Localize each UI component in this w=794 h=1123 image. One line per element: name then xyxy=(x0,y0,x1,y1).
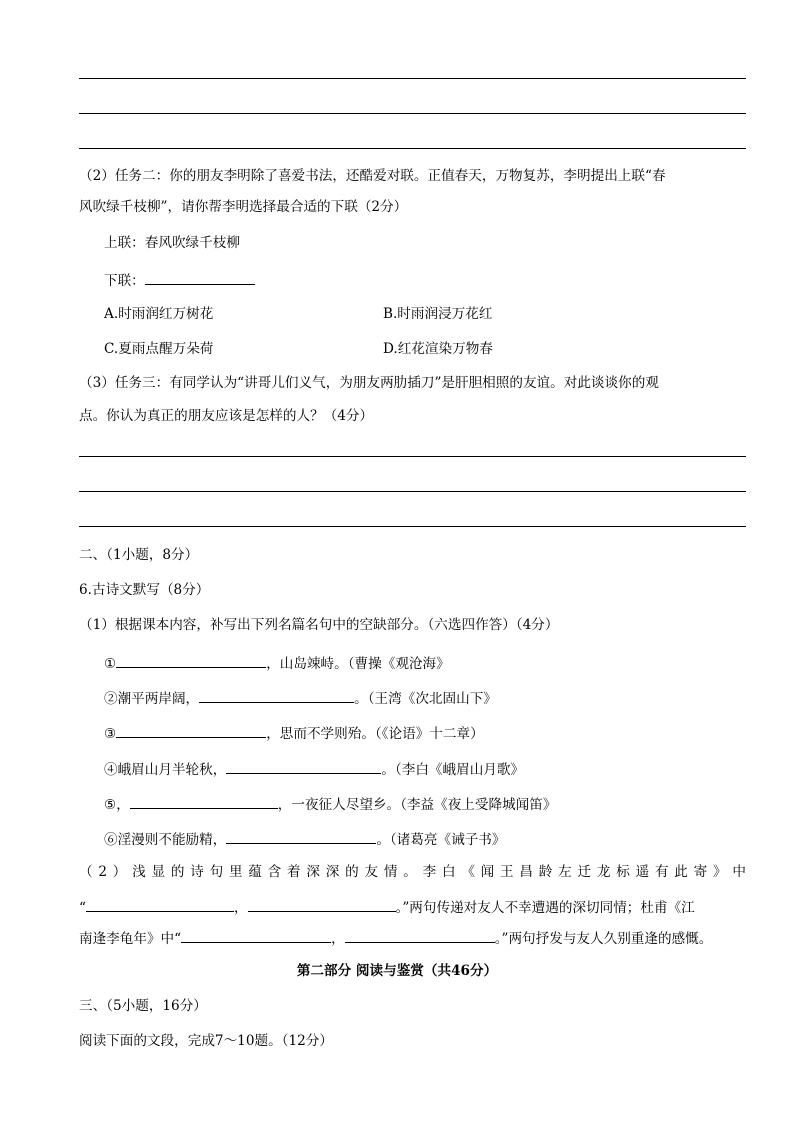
task3-line1: （3）任务三：有同学认为“讲哥儿们义气，为朋友两肋插刀”是肝胆相照的友谊。对此谈谈你的观 xyxy=(79,375,659,391)
section3-heading: 三、（5小题，16分） xyxy=(79,998,207,1014)
fill-blank[interactable] xyxy=(116,656,266,668)
answer-line[interactable] xyxy=(79,113,746,114)
task3-line2: 点。你认为真正的朋友应该是怎样的人？（4分） xyxy=(79,408,374,424)
fill-blank[interactable] xyxy=(226,832,376,844)
part2-title: 第二部分 阅读与鉴赏（共46分） xyxy=(296,963,498,979)
lower-couplet: 下联： xyxy=(104,273,255,289)
answer-line[interactable] xyxy=(79,456,746,457)
fill-blank[interactable] xyxy=(248,900,396,912)
fill-blank[interactable] xyxy=(226,762,381,774)
fill-blank[interactable] xyxy=(345,931,495,943)
option-c[interactable]: C.夏雨点醒万朵荷 xyxy=(104,341,214,357)
q6-title: 6.古诗文默写（8分） xyxy=(79,582,210,598)
recitation-item-6: ⑥淫漫则不能励精， 。（诸葛亮《诫子书》 xyxy=(104,832,506,848)
recitation-item-3: ③ ，思而不学则殆。（《论语》十二章） xyxy=(104,726,484,742)
lower-couplet-blank[interactable] xyxy=(145,273,255,285)
answer-line[interactable] xyxy=(79,491,746,492)
option-b[interactable]: B.时雨润浸万花红 xyxy=(383,306,493,322)
section2-heading: 二、（1小题，8分） xyxy=(79,547,199,563)
option-a[interactable]: A.时雨润红万树花 xyxy=(104,306,214,322)
recitation-item-5: ⑤， ，一夜征人尽望乡。（李益《夜上受降城闻笛》 xyxy=(104,797,557,813)
task2-line1: （2）任务二：你的朋友李明除了喜爱书法，还酷爱对联。正值春天，万物复苏，李明提出上联“春 xyxy=(79,168,666,184)
fill-blank[interactable] xyxy=(181,931,331,943)
q6-2-line2: “ ， 。”两句传递对友人不幸遭遇的深切同情；杜甫《江 xyxy=(79,900,695,916)
q6-2-line3: 南逢李龟年》中“ ， 。”两句抒发与友人久别重逢的感慨。 xyxy=(79,931,713,947)
reading-instruction: 阅读下面的文段，完成7～10题。（12分） xyxy=(79,1033,333,1049)
answer-line[interactable] xyxy=(79,526,746,527)
q6-1-prompt: （1）根据课本内容，补写出下列名篇名句中的空缺部分。（六选四作答）（4分） xyxy=(79,617,559,633)
fill-blank[interactable] xyxy=(116,726,266,738)
recitation-item-2: ②潮平两岸阔， 。（王湾《次北固山下》 xyxy=(104,691,497,707)
recitation-item-1: ① ，山岛竦峙。（曹操《观沧海》 xyxy=(104,656,450,672)
q6-2-line1: （2）浅显的诗句里蕴含着深深的友情。李白《闻王昌龄左迁龙标遥有此寄》中 xyxy=(79,864,746,880)
task2-line2: 风吹绿千枝柳”，请你帮李明选择最合适的下联（2分） xyxy=(79,199,408,215)
fill-blank[interactable] xyxy=(130,797,278,809)
answer-line[interactable] xyxy=(79,78,746,79)
fill-blank[interactable] xyxy=(199,691,354,703)
recitation-item-4: ④峨眉山月半轮秋， 。（李白《峨眉山月歌》 xyxy=(104,762,525,778)
answer-line[interactable] xyxy=(79,148,746,149)
fill-blank[interactable] xyxy=(86,900,234,912)
option-d[interactable]: D.红花渲染万物春 xyxy=(383,341,493,357)
upper-couplet: 上联：春风吹绿千枝柳 xyxy=(104,235,240,251)
